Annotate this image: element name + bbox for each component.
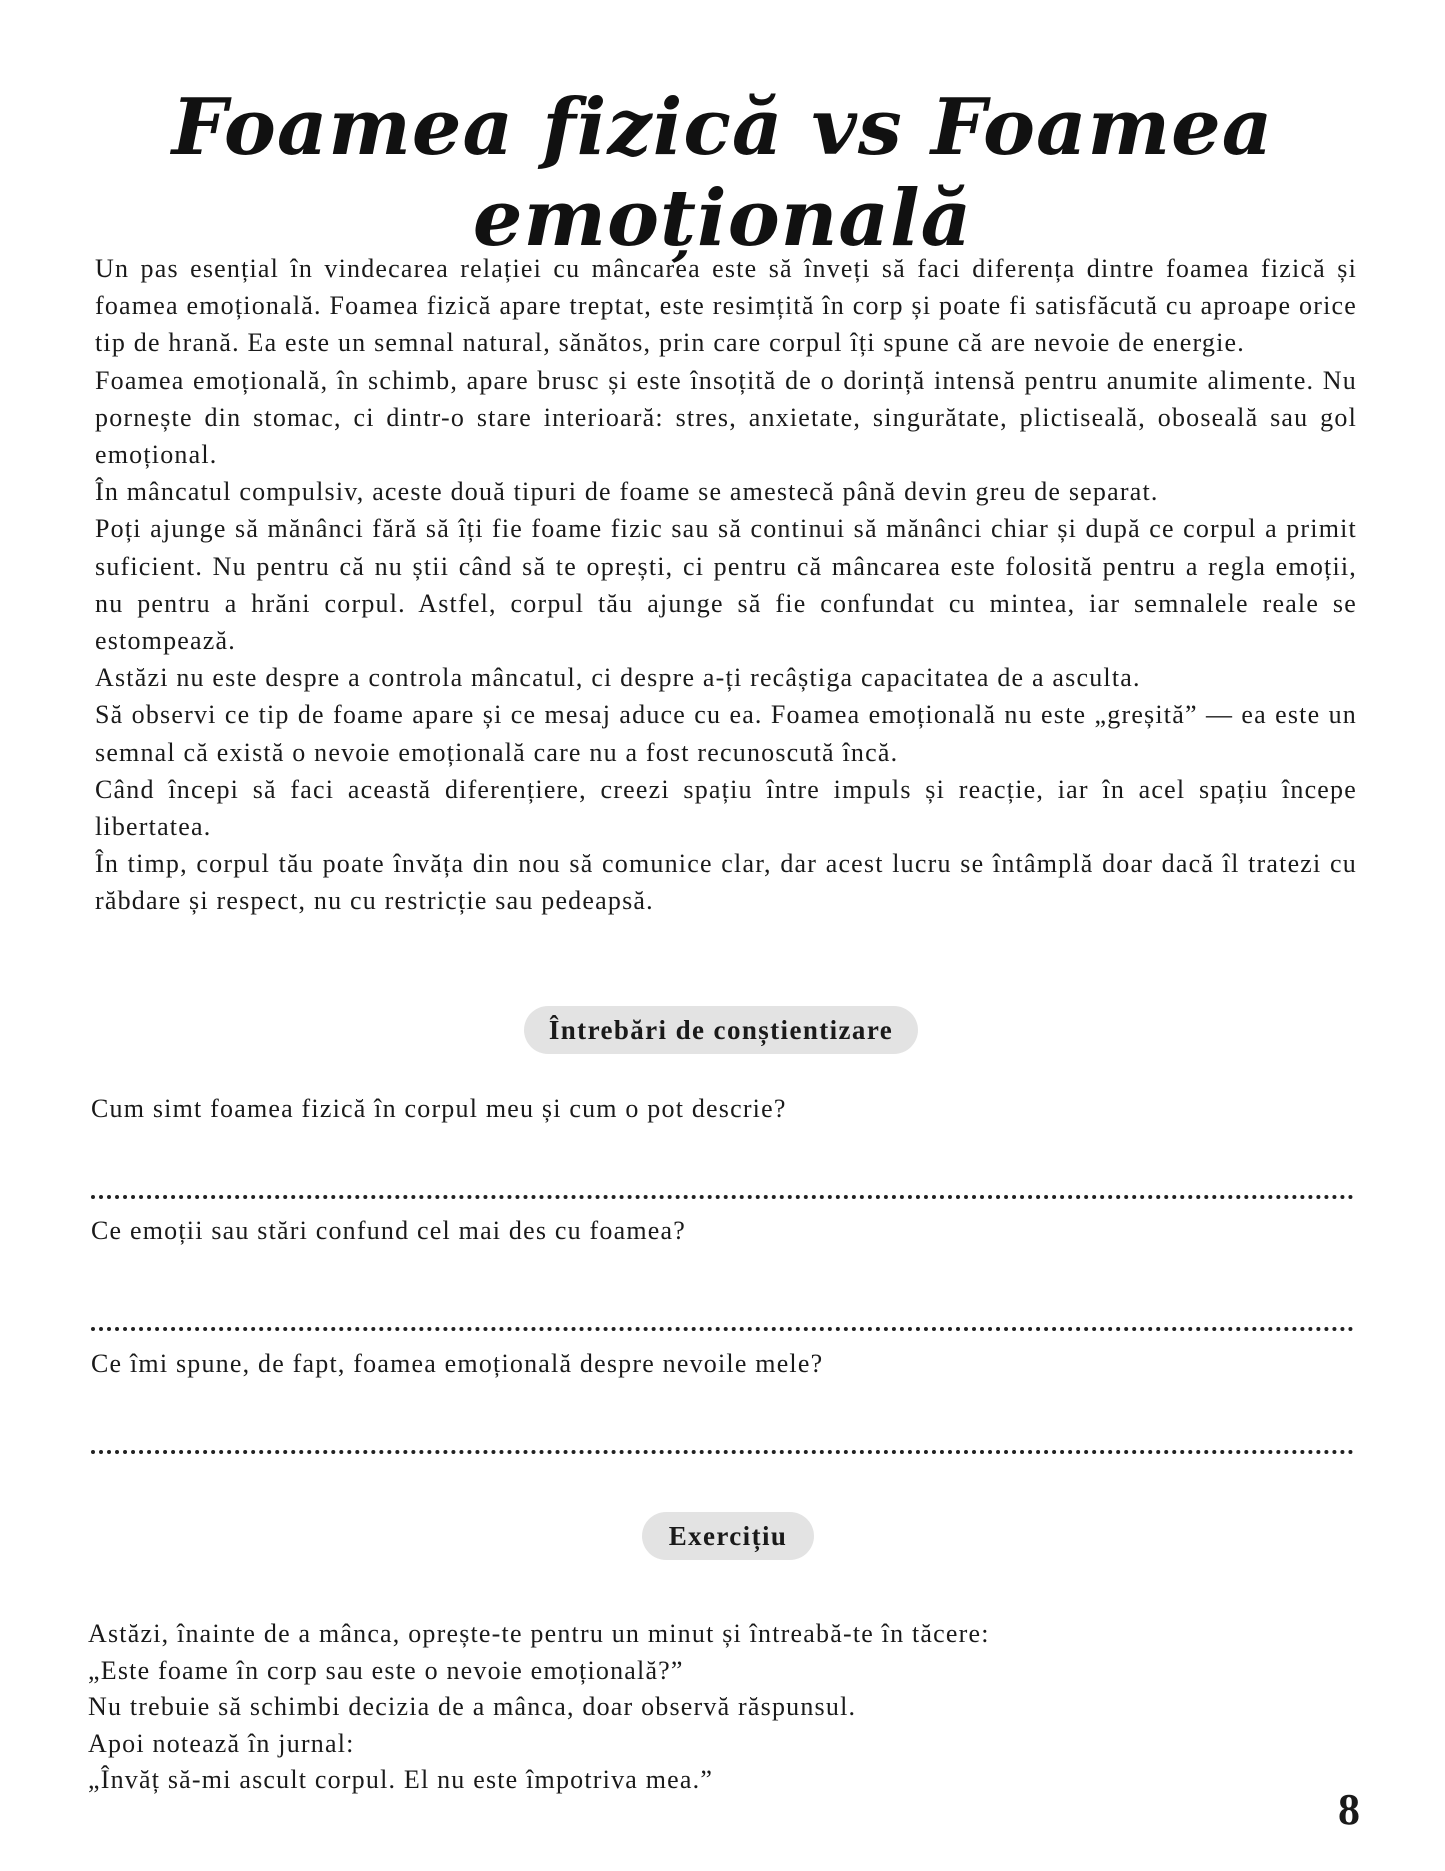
body-paragraph: Să observi ce tip de foame apare și ce mesaj aduce cu ea. Foamea emoțională nu este „greșită” — ea este un semnal că există o nevoie emoțională care nu a fost recunoscută încă. — [95, 700, 1357, 767]
exercise-line: „Este foame în corp sau este o nevoie emoțională?” — [88, 1655, 684, 1685]
answer-line-1[interactable] — [91, 1195, 1354, 1199]
question-2: Ce emoții sau stări confund cel mai des cu foamea? — [91, 1216, 686, 1245]
body-paragraph: Poți ajunge să mănânci fără să îți fie foame fizic sau să continui să mănânci chiar și după ce corpul a primit suficient. Nu pentru că nu știi când să te oprești, ci pentru că mâncarea este folosită pentru a regla emoții, nu pentru a hrăni corpul. Astfel, corpul tău ajunge să fie confundat cu mintea, iar semnalele reale se estompează. — [95, 514, 1357, 656]
question-1: Cum simt foamea fizică în corpul meu și cum o pot descrie? — [91, 1094, 787, 1123]
body-paragraph: Când începi să faci această diferențiere, creezi spațiu între impuls și reacție, iar în acel spațiu începe libertatea. — [95, 774, 1357, 842]
body-text — [95, 250, 1357, 920]
body-paragraph: Astăzi nu este despre a controla mâncatul, ci despre a-ți recâștiga capacitatea de a asculta. — [95, 663, 1141, 693]
answer-line-2[interactable] — [91, 1327, 1354, 1331]
exercise-line: „Învăț să-mi ascult corpul. El nu este împotriva mea.” — [88, 1765, 714, 1794]
page-title: Foamea fizică vs Foamea emoțională — [171, 82, 1274, 264]
exercise-text — [88, 1616, 1288, 1799]
body-paragraph: În timp, corpul tău poate învăța din nou să comunice clar, dar acest lucru se întâmplă doar dacă îl tratezi cu răbdare și respect, nu cu restricție sau pedeapsă. — [95, 849, 1357, 916]
answer-line-3[interactable] — [91, 1450, 1354, 1454]
exercise-line: Astăzi, înainte de a mânca, oprește-te pentru un minut și întreabă-te în tăcere: — [88, 1619, 990, 1648]
exercise-line: Nu trebuie să schimbi decizia de a mânca, doar observă răspunsul. — [88, 1692, 857, 1721]
body-paragraph: În mâncatul compulsiv, aceste două tipuri de foame se amestecă până devin greu de separat. — [95, 477, 1159, 507]
body-paragraph: Un pas esențial în vindecarea relației cu mâncarea este să înveți să faci diferența dintre foamea fizică și foamea emoțională. Foamea fizică apare treptat, este resimțită în corp și poate fi satisfăcută cu aproape orice tip de hrană. Ea este un semnal natural, sănătos, prin care corpul îți spune că are nevoie de energie. — [95, 254, 1357, 358]
questions-heading: Întrebări de conștientizare — [524, 1006, 918, 1054]
page-number: 8 — [1338, 1785, 1360, 1834]
exercise-line: Apoi notează în jurnal: — [88, 1728, 355, 1758]
exercise-heading: Exercițiu — [642, 1512, 814, 1560]
question-3: Ce îmi spune, de fapt, foamea emoțională despre nevoile mele? — [91, 1349, 824, 1378]
body-paragraph: Foamea emoțională, în schimb, apare brusc și este însoțită de o dorință intensă pentru anumite alimente. Nu pornește din stomac, ci dintr-o stare interioară: stres, anxietate, singurătate, plictiseală, oboseală sau gol emoțional. — [95, 365, 1357, 470]
